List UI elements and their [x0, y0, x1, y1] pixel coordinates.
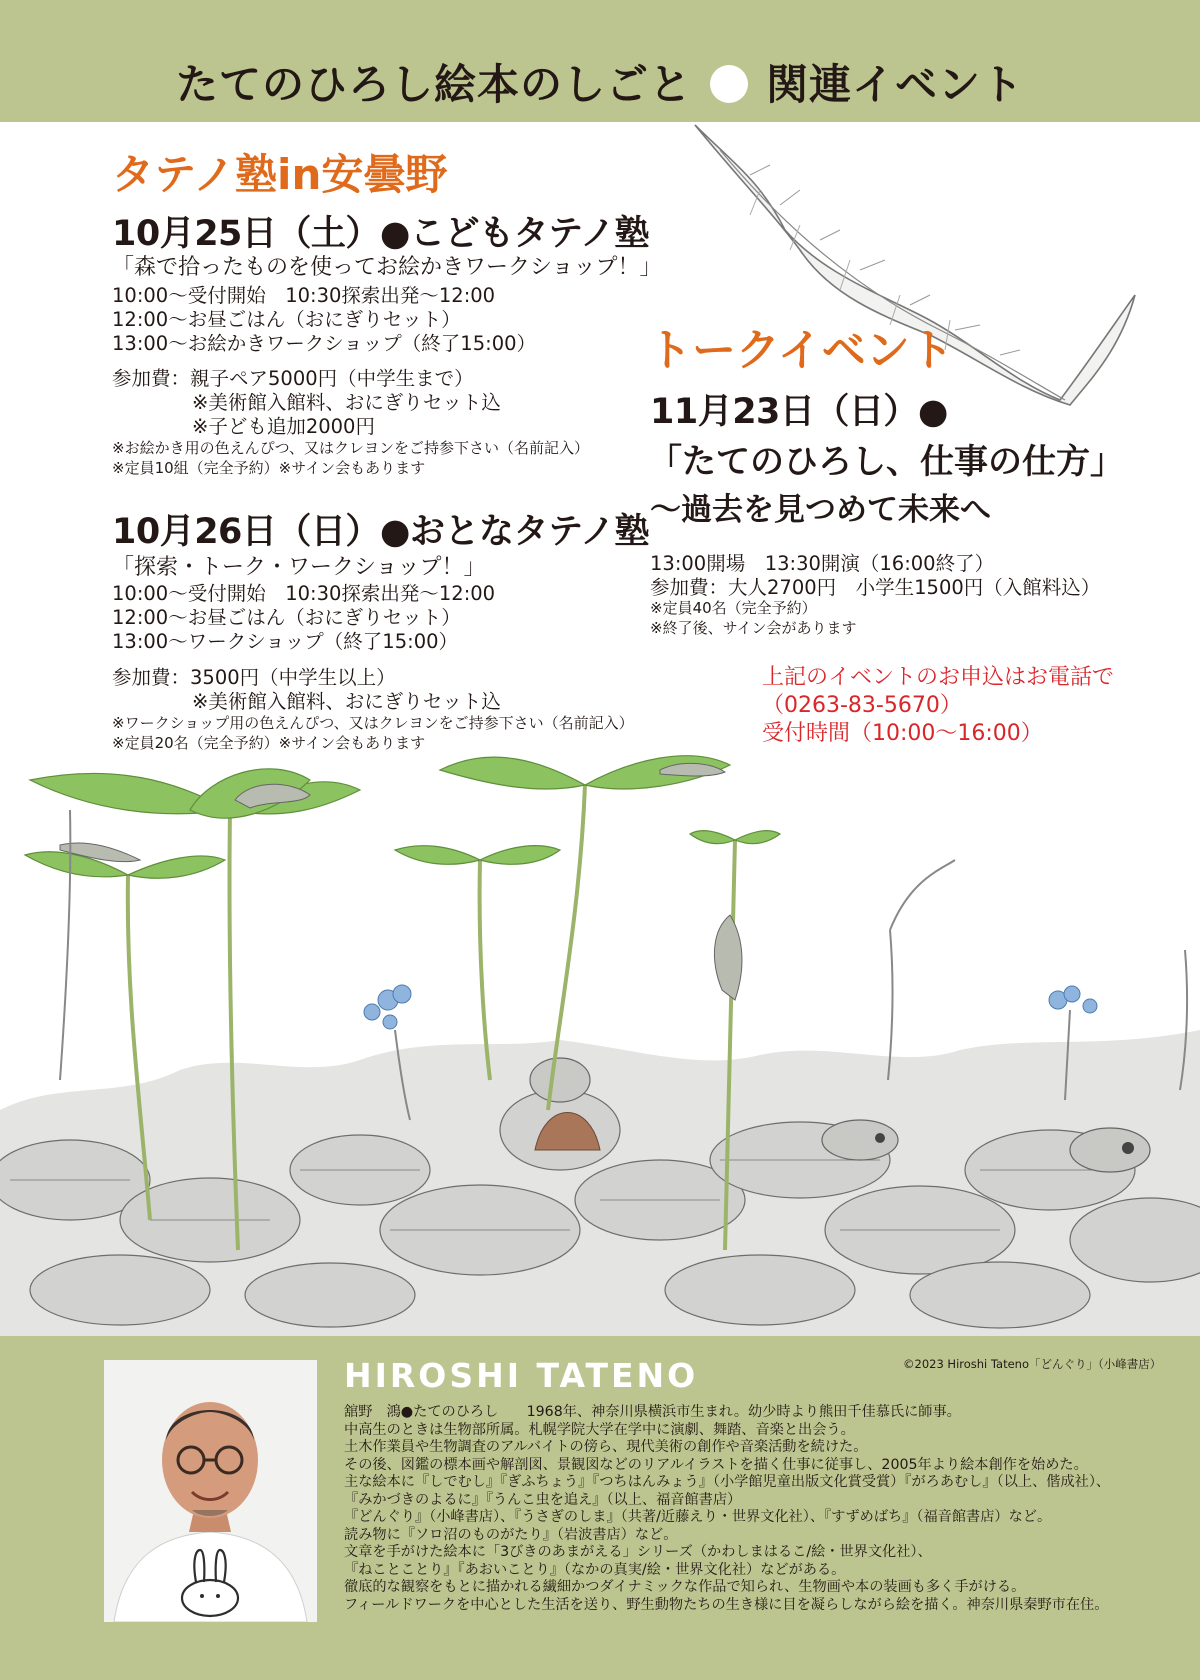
page-title-right: 関連イベント — [766, 60, 1025, 109]
bio-line: その後、図鑑の標本画や解剖図、景観図などのリアルイラストを描く仕事に従事し、2005年より絵本創作を始めた。 — [344, 1456, 1088, 1473]
contact-line: 上記のイベントのお申込はお電話で — [762, 665, 1115, 690]
contact-line: 受付時間（10:00～16:00） — [762, 721, 1043, 746]
fee-line: ※美術館入館料、おにぎりセット込 — [192, 690, 501, 713]
bio-line: 読み物に『ソロ沼のものがたり』（岩波書店）など。 — [344, 1526, 678, 1543]
talk-schedule — [650, 552, 1100, 600]
author-bio — [344, 1404, 1110, 1614]
bio-line: 主な絵本に『しでむし』『ぎふちょう』『つちはんみょう』（小学館児童出版文化賞受賞）『がろあむし』（以上、偕成社）、 — [344, 1474, 1111, 1490]
talk-headline: 「たてのひろし、仕事の仕方」 — [648, 442, 1124, 482]
note-line: ※終了後、サイン会があります — [650, 619, 857, 637]
event1-subtitle: 「森で拾ったものを使ってお絵かきワークショップ！」 — [112, 255, 662, 280]
bio-line: 『どんぐり』（小峰書店）、『うさぎのしま』（共著/近藤えり・世界文化社）、『すずめばち』（福音館書店）など。 — [344, 1509, 1052, 1525]
note-line: ※ワークショップ用の色えんぴつ、又はクレヨンをご持参下さい（名前記入） — [112, 714, 634, 732]
bio-line: 中高生のときは生物部所属。札幌学院大学在学中に演劇、舞踏、音楽と出会う。 — [344, 1421, 855, 1438]
talk-tagline: ～過去を見つめて未来へ — [650, 492, 991, 528]
event1-notes — [112, 438, 589, 478]
note-line: ※お絵かき用の色えんぴつ、又はクレヨンをご持参下さい（名前記入） — [112, 439, 589, 457]
contact-line: （0263-83-5670） — [762, 693, 962, 718]
schedule-line: 13:00～お絵かきワークショップ（終了15:00） — [112, 332, 537, 355]
event1-fee — [112, 367, 501, 439]
schedule-line: 12:00～お昼ごはん（おにぎりセット） — [112, 606, 461, 629]
bio-line: 文章を手がけた絵本に「3びきのあまがえる」シリーズ（かわしまはるこ/絵・世界文化社）、 — [344, 1544, 932, 1560]
event1-heading: 10月25日（土）●こどもタテノ塾 — [112, 214, 650, 254]
event2-heading: 10月26日（日）●おとなタテノ塾 — [112, 512, 650, 552]
note-line: ※定員10組（完全予約）※サイン会もあります — [112, 459, 426, 477]
title-dot-icon — [710, 65, 748, 103]
seedlings-illustration — [0, 750, 1200, 1336]
bio-line: 徹底的な観察をもとに描かれる繊細かつダイナミックな作品で知られ、生物画や本の装画も多く手がける。 — [344, 1579, 1026, 1595]
event2-fee — [112, 666, 501, 714]
schedule-line: 10:00～受付開始 10:30探索出発～12:00 — [112, 582, 496, 605]
talk-date: 11月23日（日）● — [650, 392, 948, 432]
fee-line: ※子ども追加2000円 — [192, 415, 375, 438]
talk-notes — [650, 598, 857, 638]
contact-info — [762, 664, 1114, 748]
schedule-line: 13:00開場 13:30開演（16:00終了） — [650, 552, 995, 575]
copyright-credit: ©2023 Hiroshi Tateno「どんぐり」（小峰書店） — [903, 1357, 1162, 1371]
schedule-line: 13:00～ワークショップ（終了15:00） — [112, 630, 459, 653]
event2-subtitle: 「探索・トーク・ワークショップ！」 — [112, 555, 486, 580]
note-line: ※定員20名（完全予約）※サイン会もあります — [112, 734, 426, 752]
event2-notes — [112, 713, 634, 753]
author-name-en: HIROSHI TATENO — [344, 1356, 699, 1395]
juku-title: タテノ塾in安曇野 — [112, 150, 448, 199]
bio-line: 『ねことことり』『あおいことり』（なかの真実/絵・世界文化社）などがある。 — [344, 1561, 846, 1578]
event1-schedule — [112, 284, 536, 356]
fee-line: 参加費：親子ペア5000円（中学生まで） — [112, 367, 474, 390]
author-photo — [104, 1360, 317, 1622]
page-title — [0, 52, 1200, 112]
bio-line: 『みかづきのよるに』『うんこ虫を追え』（以上、福音館書店） — [344, 1491, 742, 1508]
bio-line: 土木作業員や生物調査のアルバイトの傍ら、現代美術の創作や音楽活動を続けた。 — [344, 1439, 868, 1455]
fee-line: 参加費：3500円（中学生以上） — [112, 666, 396, 689]
fee-line: ※美術館入館料、おにぎりセット込 — [192, 391, 501, 414]
event2-schedule — [112, 582, 495, 654]
schedule-line: 12:00～お昼ごはん（おにぎりセット） — [112, 308, 461, 331]
schedule-line: 10:00～受付開始 10:30探索出発～12:00 — [112, 284, 496, 307]
note-line: ※定員40名（完全予約） — [650, 599, 817, 617]
bio-line: 舘野 鴻●たてのひろし 1968年、神奈川県横浜市生まれ。幼少時より熊田千佳慕氏に師事。 — [344, 1404, 961, 1420]
talk-title: トークイベント — [648, 325, 954, 376]
schedule-line: 参加費：大人2700円 小学生1500円（入館料込） — [650, 576, 1101, 599]
page-title-left: たてのひろし絵本のしごと — [175, 60, 692, 109]
bio-line: フィールドワークを中心とした生活を送り、野生動物たちの生き様に目を凝らしながら絵を描く。神奈川県秦野市在住。 — [344, 1596, 1109, 1613]
